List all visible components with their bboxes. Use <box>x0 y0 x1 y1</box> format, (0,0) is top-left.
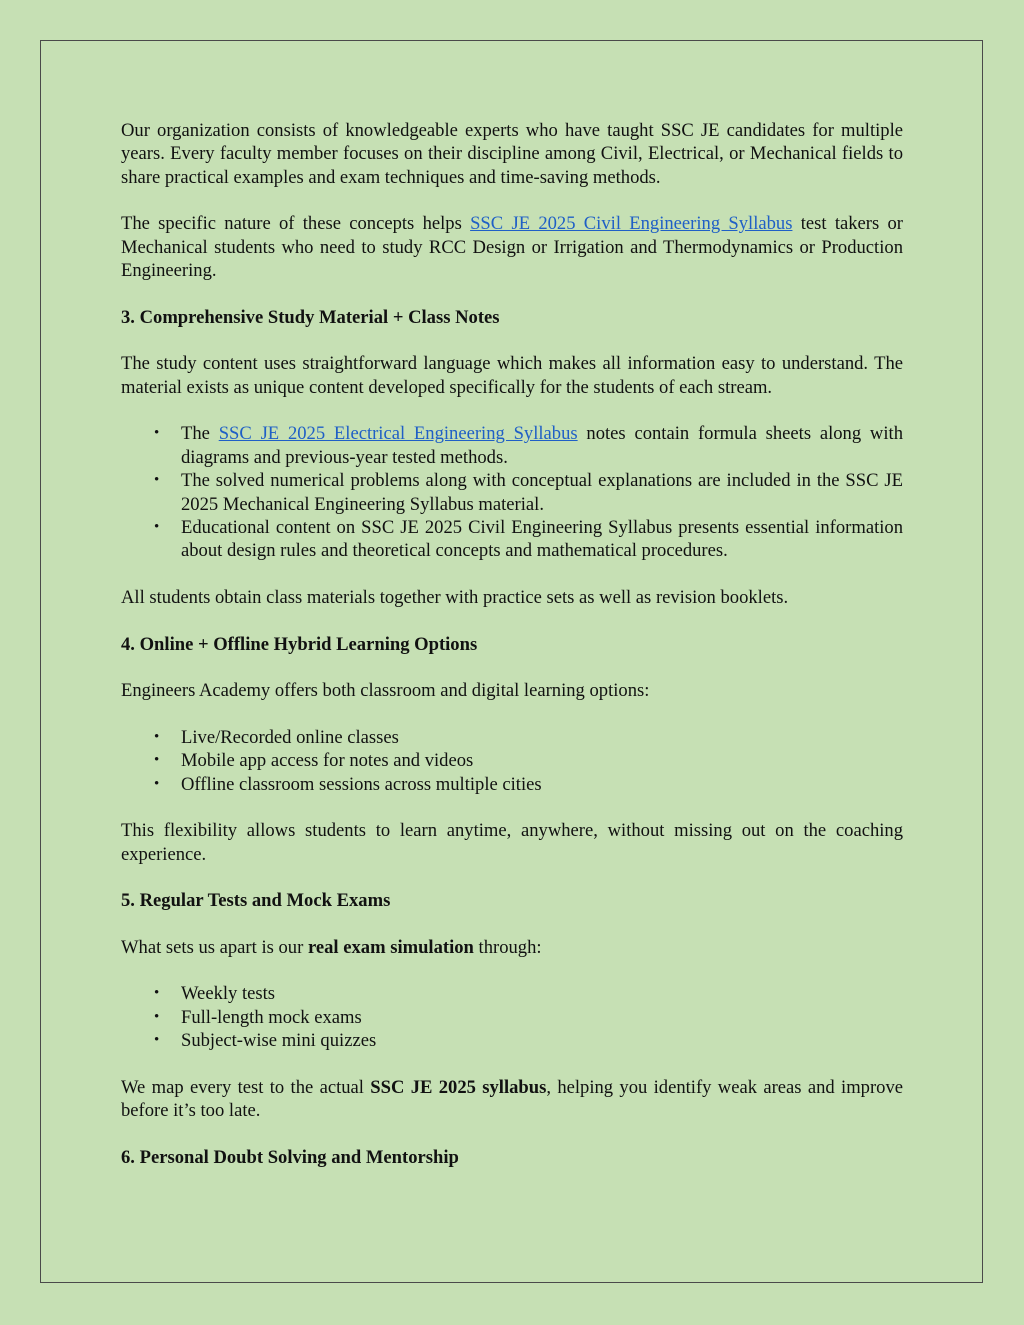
simulation-text-end: through: <box>473 936 542 958</box>
simulation-text-start: What sets us apart is our <box>121 936 308 958</box>
list-item-text: Live/Recorded online classes <box>181 726 399 748</box>
bullet-icon: • <box>154 775 160 792</box>
list-item-text: The solved numerical problems along with conceptual explanations are included in the SSC JE 2025 Mechanical Engineering Syllabus material. <box>181 470 903 515</box>
list-item <box>154 749 903 772</box>
list-item <box>154 1029 903 1052</box>
mapping-text-end: , helping you identify weak areas and improve before it’s too late. <box>121 1076 903 1122</box>
list-item-text: Mobile app access for notes and videos <box>181 750 474 772</box>
civil-syllabus-link[interactable]: SSC JE 2025 Civil Engineering Syllabus <box>470 213 793 235</box>
section-heading-study-material: 3. Comprehensive Study Material + Class Notes <box>121 306 500 328</box>
simulation-bold-text: real exam simulation <box>307 936 474 958</box>
bullet-icon: • <box>154 519 160 536</box>
class-materials-paragraph: All students obtain class materials together with practice sets as well as revision booklets. <box>121 587 789 609</box>
flexibility-paragraph: This flexibility allows students to learn anytime, anywhere, without missing out on the coaching experience. <box>121 820 903 865</box>
list-item-text: Weekly tests <box>181 983 276 1005</box>
bullet-icon: • <box>154 1008 160 1025</box>
exam-simulation-paragraph <box>121 936 903 959</box>
list-item <box>154 726 903 749</box>
list-item-text: Subject-wise mini quizzes <box>181 1030 377 1052</box>
document-body <box>121 119 903 1192</box>
concepts-paragraph <box>121 212 903 282</box>
list-item <box>154 982 903 1005</box>
study-content-paragraph: The study content uses straightforward language which makes all information easy to understand. The material exists as unique content developed specifically for the students of each stream. <box>121 353 903 398</box>
bullet-icon: • <box>154 728 160 745</box>
mapping-text-start: We map every test to the actual <box>121 1076 371 1098</box>
list-item <box>154 1006 903 1029</box>
section-heading-hybrid-learning: 4. Online + Offline Hybrid Learning Options <box>121 633 478 655</box>
tests-list <box>121 982 903 1052</box>
bullet-icon: • <box>154 425 160 442</box>
section-heading-mock-exams: 5. Regular Tests and Mock Exams <box>121 890 391 912</box>
list-item-text: Offline classroom sessions across multiple cities <box>181 773 542 795</box>
electrical-syllabus-link[interactable]: SSC JE 2025 Electrical Engineering Syllabus <box>218 423 578 445</box>
bullet-icon: • <box>154 1032 160 1049</box>
study-material-list <box>121 422 903 562</box>
list-item <box>154 773 903 796</box>
list-item <box>154 422 903 469</box>
faculty-paragraph: Our organization consists of knowledgeable experts who have taught SSC JE candidates for multiple years. Every faculty member focuses on their discipline among Civil, Electrical, or Mechanical fields to share practical examples and exam techniques and time-saving methods. <box>121 120 903 188</box>
bullet-icon: • <box>154 472 160 489</box>
learning-options-paragraph: Engineers Academy offers both classroom and digital learning options: <box>121 680 650 702</box>
concepts-text-start: The specific nature of these concepts helps <box>121 213 471 235</box>
bullet-icon: • <box>154 985 160 1002</box>
syllabus-mapping-paragraph <box>121 1076 903 1123</box>
list-item-text-end: notes contain formula sheets along with diagrams and previous-year tested methods. <box>181 423 903 468</box>
syllabus-bold-text: SSC JE 2025 syllabus <box>370 1076 547 1098</box>
list-item-text: Educational content on SSC JE 2025 Civil Engineering Syllabus presents essential information about design rules and theoretical concepts and mathematical procedures. <box>181 517 903 562</box>
list-item <box>154 469 903 516</box>
list-item-text: Full-length mock exams <box>181 1006 362 1028</box>
list-item <box>154 516 903 563</box>
learning-options-list <box>121 726 903 796</box>
concepts-text-end: test takers or Mechanical students who need to study RCC Design or Irrigation and Thermodynamics or Production Engineering. <box>121 213 903 282</box>
bullet-icon: • <box>154 752 160 769</box>
section-heading-mentorship: 6. Personal Doubt Solving and Mentorship <box>121 1146 459 1168</box>
list-item-text-start: The <box>181 423 219 445</box>
